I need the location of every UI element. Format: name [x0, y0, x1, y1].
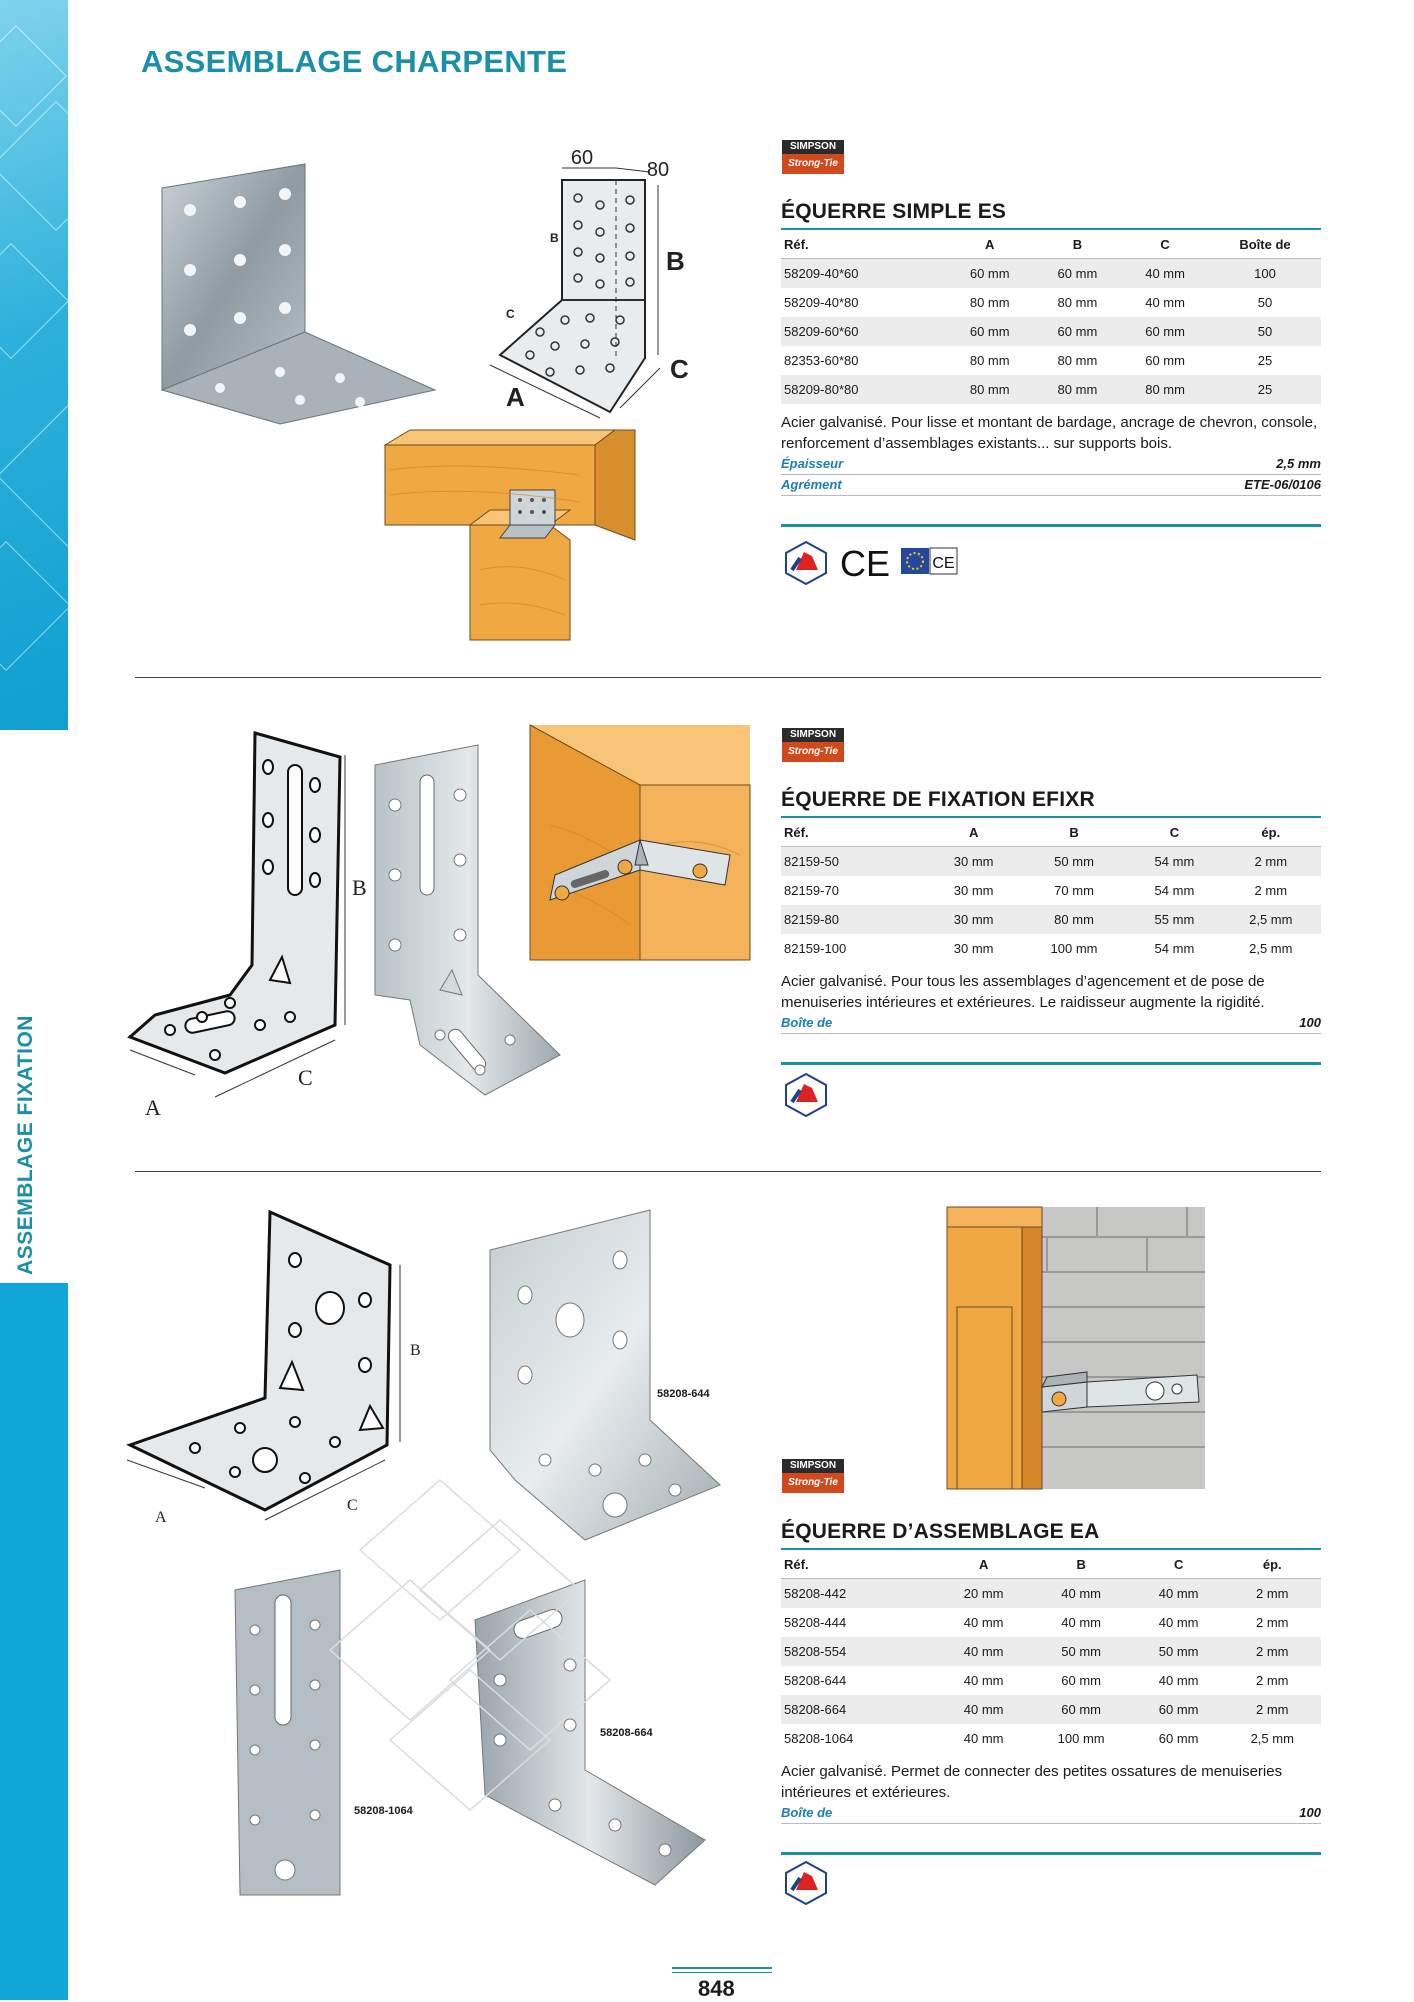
cell: 40 mm — [1145, 295, 1185, 310]
col-c: C — [1128, 818, 1220, 847]
table-row — [781, 1724, 1321, 1753]
ce-mark-text: CE — [839, 543, 891, 584]
spec-label: Agrément — [781, 477, 842, 492]
product-ea-title: ÉQUERRE D’ASSEMBLAGE EA — [781, 1520, 1321, 1550]
cell: 50 mm — [1020, 847, 1128, 877]
cell: 82159-50 — [781, 847, 927, 877]
table-row — [781, 1637, 1321, 1666]
spec-row-epaisseur — [781, 454, 1321, 475]
product-es-endbar — [781, 524, 1321, 527]
cell: 50 mm — [1029, 1637, 1134, 1666]
cell: 40 mm — [1029, 1579, 1134, 1609]
ea-wall-illustration — [947, 1207, 1205, 1489]
table-row — [781, 317, 1321, 346]
cell: 58208-444 — [784, 1615, 847, 1630]
cell: 80 mm — [1121, 375, 1209, 404]
cell: 50 — [1257, 295, 1273, 310]
page-number-rule-thin — [672, 1972, 772, 1973]
brand-line1: SIMPSON — [782, 140, 844, 154]
table-row — [781, 1608, 1321, 1637]
efixr-wood-illustration — [530, 725, 750, 960]
es-brand-logo — [782, 140, 844, 174]
es-label-c: C — [670, 354, 689, 384]
cell: 2 mm — [1224, 1637, 1322, 1666]
table-row — [781, 905, 1321, 934]
ref-label-644: 58208-644 — [657, 1388, 710, 1400]
cell: 40 mm — [963, 1673, 1004, 1688]
col-b: B — [1020, 818, 1128, 847]
efixr-brand-logo — [782, 728, 844, 762]
spec-row-boite — [781, 1013, 1321, 1034]
cell: 60 mm — [946, 259, 1034, 289]
col-ref: Réf. — [781, 818, 927, 847]
table-row — [781, 259, 1321, 289]
product-es-title: ÉQUERRE SIMPLE ES — [781, 200, 1321, 230]
efixr-label-c: C — [298, 1065, 313, 1090]
cell: 60 mm — [1034, 317, 1122, 346]
cell: 80 mm — [1034, 375, 1122, 404]
cell: 40 mm — [963, 1731, 1004, 1746]
cell: 82159-70 — [784, 883, 839, 898]
cell: 58208-442 — [781, 1579, 939, 1609]
es-label-b-small: B — [550, 231, 559, 245]
product-efixr-title: ÉQUERRE DE FIXATION EFIXR — [781, 788, 1321, 818]
col-b: B — [1029, 1550, 1134, 1579]
spec-row-boite — [781, 1803, 1321, 1824]
cell: 70 mm — [1054, 883, 1094, 898]
col-ep: ép. — [1224, 1550, 1322, 1579]
cell: 80 mm — [1020, 905, 1128, 934]
es-dim-80: 80 — [646, 159, 670, 181]
cell: 58208-644 — [784, 1673, 847, 1688]
es-label-a: A — [506, 382, 525, 412]
product-efixr-endbar — [781, 1062, 1321, 1065]
cell: 60 mm — [946, 317, 1034, 346]
cell: 2,5 mm — [1221, 905, 1321, 934]
col-a: A — [939, 1550, 1029, 1579]
product-ea-table — [781, 1550, 1321, 1753]
cell: 58208-1064 — [784, 1731, 854, 1746]
product-efixr-description: Acier galvanisé. Pour tous les assemblages d’agencement et de pose de menuiseries intérieures et extérieures. Le raidisseur augmente la rigidité. — [781, 973, 1265, 1011]
cell: 60 mm — [1029, 1695, 1134, 1724]
col-a: A — [946, 230, 1034, 259]
spec-label: Boîte de — [781, 1805, 833, 1820]
spec-value: 100 — [1299, 1015, 1321, 1030]
es-wood-illustration — [380, 430, 680, 640]
brand-line2: Strong-Tie — [782, 154, 844, 174]
ea-certification-icons — [782, 1860, 830, 1906]
table-row — [781, 847, 1321, 877]
cell: 2 mm — [1256, 1615, 1289, 1630]
page-number: 848 — [698, 1976, 735, 2001]
table-row — [781, 1666, 1321, 1695]
cell: 100 — [1209, 259, 1321, 289]
efixr-label-b: B — [352, 875, 367, 900]
cell: 60 mm — [1061, 1673, 1102, 1688]
spec-value: ETE-06/0106 — [1244, 477, 1321, 492]
table-row — [781, 346, 1321, 375]
cell: 58208-664 — [781, 1695, 939, 1724]
ce-mark-icon — [838, 543, 892, 583]
cell: 2 mm — [1254, 883, 1288, 898]
col-b: B — [1034, 230, 1122, 259]
cell: 60 mm — [1034, 259, 1122, 289]
eu-ce-approval-icon — [900, 545, 958, 581]
spec-row-agrement — [781, 475, 1321, 496]
efixr-certification-icons — [782, 1072, 830, 1118]
cell: 30 mm — [953, 883, 994, 898]
table-row — [781, 1579, 1321, 1609]
cell: 80 mm — [946, 375, 1034, 404]
cell: 2,5 mm — [1250, 1731, 1294, 1746]
cell: 50 mm — [1134, 1637, 1224, 1666]
cell: 2 mm — [1221, 847, 1321, 877]
table-row — [781, 375, 1321, 404]
col-c: C — [1134, 1550, 1224, 1579]
watermark-diamonds — [330, 1480, 650, 1810]
made-in-france-icon — [782, 1072, 830, 1118]
spec-label: Épaisseur — [781, 456, 844, 471]
col-a: A — [927, 818, 1019, 847]
product-efixr-table — [781, 818, 1321, 963]
cell: 80 mm — [969, 353, 1010, 368]
spec-label: Boîte de — [781, 1015, 833, 1030]
cell: 2,5 mm — [1249, 941, 1293, 956]
cell: 40 mm — [939, 1637, 1029, 1666]
cell: 58209-40*60 — [781, 259, 946, 289]
cell: 54 mm — [1154, 941, 1195, 956]
cell: 80 mm — [1057, 353, 1098, 368]
cell: 100 mm — [1057, 1731, 1105, 1746]
table-row — [781, 288, 1321, 317]
cell: 40 mm — [1158, 1615, 1199, 1630]
brand-line1: SIMPSON — [782, 728, 844, 742]
cell: 40 mm — [1121, 259, 1209, 289]
cell: 50 — [1209, 317, 1321, 346]
product-es-description: Acier galvanisé. Pour lisse et montant de bardage, ancrage de chevron, console, renforcement d’assemblages existants... sur supports bois. — [781, 414, 1318, 452]
cell: 82159-100 — [784, 941, 847, 956]
table-row — [781, 1695, 1321, 1724]
brand-line2: Strong-Tie — [782, 1473, 844, 1493]
col-ep: ép. — [1221, 818, 1321, 847]
cell: 55 mm — [1128, 905, 1220, 934]
efixr-technical-drawing — [130, 725, 367, 1120]
col-boite: Boîte de — [1209, 230, 1321, 259]
cell: 80 mm — [969, 295, 1010, 310]
cell: 54 mm — [1154, 883, 1195, 898]
product-ea — [781, 1520, 1321, 1855]
spec-value: 100 — [1299, 1805, 1321, 1820]
cell: 30 mm — [927, 905, 1019, 934]
sidebar-decoration-top — [0, 0, 68, 730]
made-in-france-icon — [782, 1860, 830, 1906]
es-label-c-small: C — [506, 307, 515, 321]
cell: 58209-80*80 — [781, 375, 946, 404]
cell: 100 mm — [1050, 941, 1098, 956]
ref-label-664: 58208-664 — [600, 1727, 653, 1739]
cell: 58208-554 — [781, 1637, 939, 1666]
page-number-rule — [672, 1967, 772, 1969]
cell: 60 mm — [1121, 317, 1209, 346]
es-certification-icons — [782, 540, 958, 586]
cell: 2 mm — [1224, 1579, 1322, 1609]
cell: 58209-60*60 — [781, 317, 946, 346]
table-row — [781, 934, 1321, 963]
cell: 80 mm — [1057, 295, 1098, 310]
efixr-label-a: A — [145, 1095, 161, 1120]
sidebar-decoration-bottom — [0, 1283, 68, 2000]
section-separator — [135, 1171, 1321, 1172]
made-in-france-icon — [782, 540, 830, 586]
cell: 60 mm — [1158, 1731, 1199, 1746]
product-es — [781, 200, 1321, 527]
cell: 2 mm — [1256, 1673, 1289, 1688]
ea-label-a: A — [155, 1509, 167, 1526]
eu-ce-text: CE — [932, 555, 955, 572]
cell: 58209-40*80 — [784, 295, 859, 310]
product-es-table — [781, 230, 1321, 404]
cell: 40 mm — [1134, 1579, 1224, 1609]
cell: 82353-60*80 — [784, 353, 859, 368]
cell: 82159-80 — [781, 905, 927, 934]
side-section-label: ASSEMBLAGE FIXATION — [14, 1015, 37, 1275]
page-title: ASSEMBLAGE CHARPENTE — [141, 44, 568, 79]
cell: 60 mm — [1145, 353, 1185, 368]
ref-label-1064: 58208-1064 — [354, 1805, 413, 1817]
product-ea-description: Acier galvanisé. Permet de connecter des petites ossatures de menuiseries intérieures et extérieures. — [781, 1763, 1283, 1801]
cell: 40 mm — [963, 1615, 1004, 1630]
cell: 54 mm — [1128, 847, 1220, 877]
cell: 40 mm — [939, 1695, 1029, 1724]
ea-brand-logo — [782, 1459, 844, 1493]
ea-label-c: C — [347, 1497, 358, 1514]
brand-line1: SIMPSON — [782, 1459, 844, 1473]
brand-line2: Strong-Tie — [782, 742, 844, 762]
ea-label-b: B — [410, 1342, 421, 1359]
product-efixr — [781, 788, 1321, 1065]
cell: 60 mm — [1134, 1695, 1224, 1724]
cell: 30 mm — [953, 941, 994, 956]
col-c: C — [1121, 230, 1209, 259]
es-photo — [150, 150, 440, 430]
cell: 40 mm — [1158, 1673, 1199, 1688]
es-label-b: B — [666, 246, 685, 276]
cell: 20 mm — [939, 1579, 1029, 1609]
cell: 2 mm — [1224, 1695, 1322, 1724]
cell: 25 — [1257, 353, 1273, 368]
es-technical-drawing — [470, 147, 730, 415]
section-separator — [135, 677, 1321, 678]
product-ea-endbar — [781, 1852, 1321, 1855]
col-ref: Réf. — [781, 1550, 939, 1579]
table-row — [781, 876, 1321, 905]
es-dim-60: 60 — [570, 147, 594, 169]
cell: 40 mm — [1061, 1615, 1102, 1630]
cell: 25 — [1209, 375, 1321, 404]
cell: 30 mm — [927, 847, 1019, 877]
spec-value: 2,5 mm — [1276, 456, 1321, 471]
col-ref: Réf. — [781, 230, 946, 259]
